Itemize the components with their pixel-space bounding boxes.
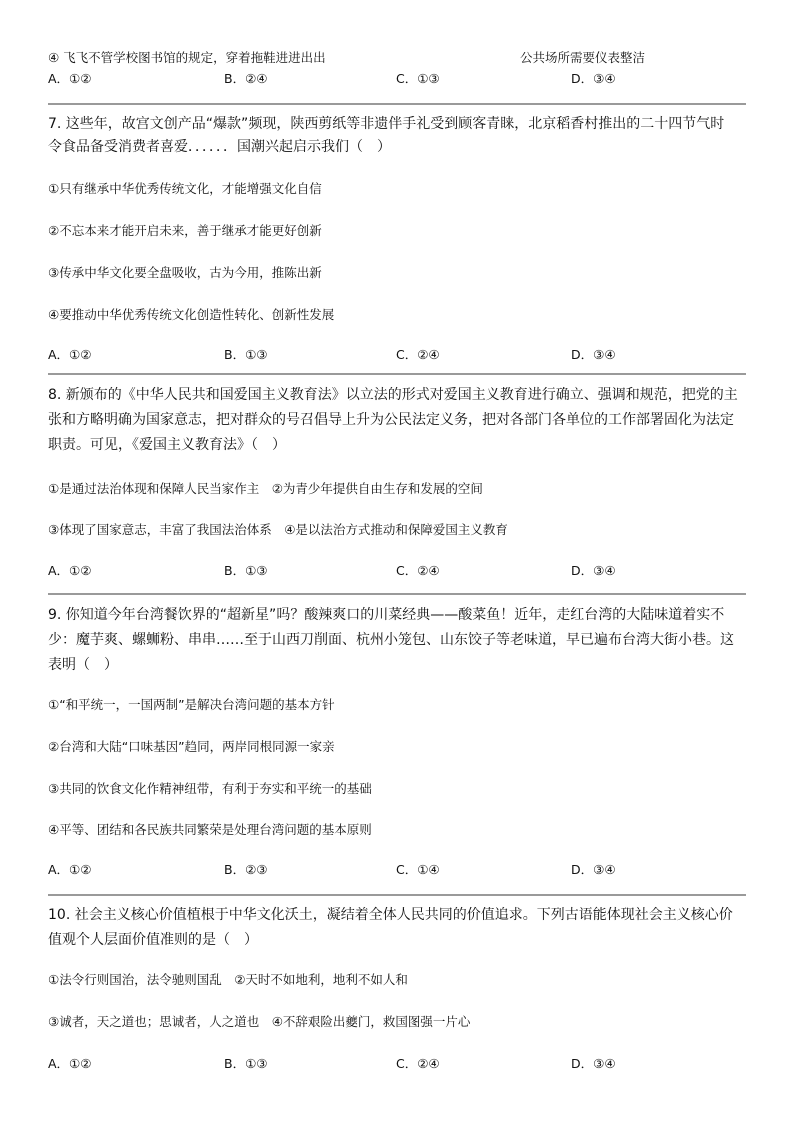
q7-statement-2: ②不忘本来才能开启未来，善于继承才能更好创新	[48, 223, 322, 238]
q8-stem-line-1: 8. 新颁布的《中华人民共和国爱国主义教育法》以立法的形式对爱国主义教育进行确立、强调和规范，把党的主	[48, 387, 738, 403]
q7-answer-choices	[48, 346, 746, 364]
q10-stem-line-2: 值观个人层面价值准则的是（ ）	[48, 932, 258, 948]
q7-stem-line-2: 令食品备受消费者喜爱．．．．．．国潮兴起启示我们（ ）	[48, 139, 391, 155]
q9-stem-line-2: 少：魔芋爽、螺蛳粉、串串……至于山西刀削面、杭州小笼包、山东饺子等老味道，早已遍布台湾大街小巷。这	[48, 632, 734, 648]
q7-stem-line-1: 7. 这些年，故宫文创产品“爆款”频现，陕西剪纸等非遗伴手礼受到顾客青睐，北京稻香村推出的二十四节气时	[48, 116, 725, 132]
q10-statements-row-1: ①法令行则国治，法令驰则国乱 ②天时不如地利，地利不如人和	[48, 972, 408, 987]
q9-statement-2: ②台湾和大陆“口味基因”趋同，两岸同根同源一家亲	[48, 739, 335, 754]
choice-c[interactable]: C．②④	[396, 563, 440, 578]
choice-c[interactable]: C．②④	[396, 347, 440, 362]
q8-stem-line-2: 张和方略明确为国家意志，把对群众的号召倡导上升为公民法定义务，把对各部门各单位的工作部署固化为法定	[48, 412, 734, 428]
choice-a[interactable]: A．①②	[48, 563, 92, 578]
choice-a[interactable]: A．①②	[48, 862, 92, 877]
q9-stem-line-1: 9. 你知道今年台湾餐饮界的“超新星”吗？酸辣爽口的川菜经典——酸菜鱼！近年，走红台湾的大陆味道着实不	[48, 607, 725, 623]
choice-d[interactable]: D．③④	[571, 1056, 616, 1071]
choice-d[interactable]: D．③④	[571, 347, 616, 362]
choice-c[interactable]: C．②④	[396, 1056, 440, 1071]
q7-statement-3: ③传承中华文化要全盘吸收，古为今用，推陈出新	[48, 265, 322, 280]
q9-statement-4: ④平等、团结和各民族共同繁荣是处理台湾问题的基本原则	[48, 822, 372, 837]
question-divider	[48, 894, 746, 896]
choice-a[interactable]: A．①②	[48, 1056, 92, 1071]
q9-statement-3: ③共同的饮食文化作精神纽带，有利于夯实和平统一的基础	[48, 781, 372, 796]
q8-answer-choices	[48, 562, 746, 580]
choice-a[interactable]: A．①②	[48, 71, 92, 86]
statement-4: ④ 飞飞不管学校图书馆的规定，穿着拖鞋进进出出	[48, 50, 326, 65]
q9-statement-1: ①“和平统一，一国两制”是解决台湾问题的基本方针	[48, 697, 335, 712]
q9-stem-line-3: 表明（ ）	[48, 657, 118, 673]
question-divider	[48, 593, 746, 595]
q8-stem-line-3: 职责。可见，《爱国主义教育法》（ ）	[48, 437, 286, 453]
q10-answer-choices	[48, 1055, 746, 1073]
question-divider	[48, 373, 746, 375]
choice-b[interactable]: B．②③	[224, 862, 268, 877]
choice-b[interactable]: B．①③	[224, 1056, 268, 1071]
q8-statements-row-1: ①是通过法治体现和保障人民当家作主 ②为青少年提供自由生存和发展的空间	[48, 481, 483, 496]
choice-a[interactable]: A．①②	[48, 347, 92, 362]
choice-d[interactable]: D．③④	[571, 71, 616, 86]
choice-b[interactable]: B．②④	[224, 71, 268, 86]
choice-c[interactable]: C．①④	[396, 862, 440, 877]
choice-d[interactable]: D．③④	[571, 563, 616, 578]
q7-statement-4: ④要推动中华优秀传统文化创造性转化、创新性发展	[48, 307, 335, 322]
q10-statements-row-2: ③诚者，天之道也；思诚者，人之道也 ④不辞艰险出夔门，救国图强一片心	[48, 1014, 471, 1029]
question-divider	[48, 103, 746, 105]
q7-statement-1: ①只有继承中华优秀传统文化，才能增强文化自信	[48, 181, 322, 196]
choice-d[interactable]: D．③④	[571, 862, 616, 877]
q9-answer-choices	[48, 861, 746, 879]
choice-b[interactable]: B．①③	[224, 347, 268, 362]
statement-4-note: 公共场所需要仪表整洁	[520, 50, 646, 65]
q10-stem-line-1: 10. 社会主义核心价值植根于中华文化沃土，凝结着全体人民共同的价值追求。下列古语能体现社会主义核心价	[48, 907, 733, 923]
q8-statements-row-2: ③体现了国家意志，丰富了我国法治体系 ④是以法治方式推动和保障爱国主义教育	[48, 522, 508, 537]
choice-b[interactable]: B．①③	[224, 563, 268, 578]
choice-c[interactable]: C．①③	[396, 71, 440, 86]
prev-answer-choices	[48, 70, 746, 88]
